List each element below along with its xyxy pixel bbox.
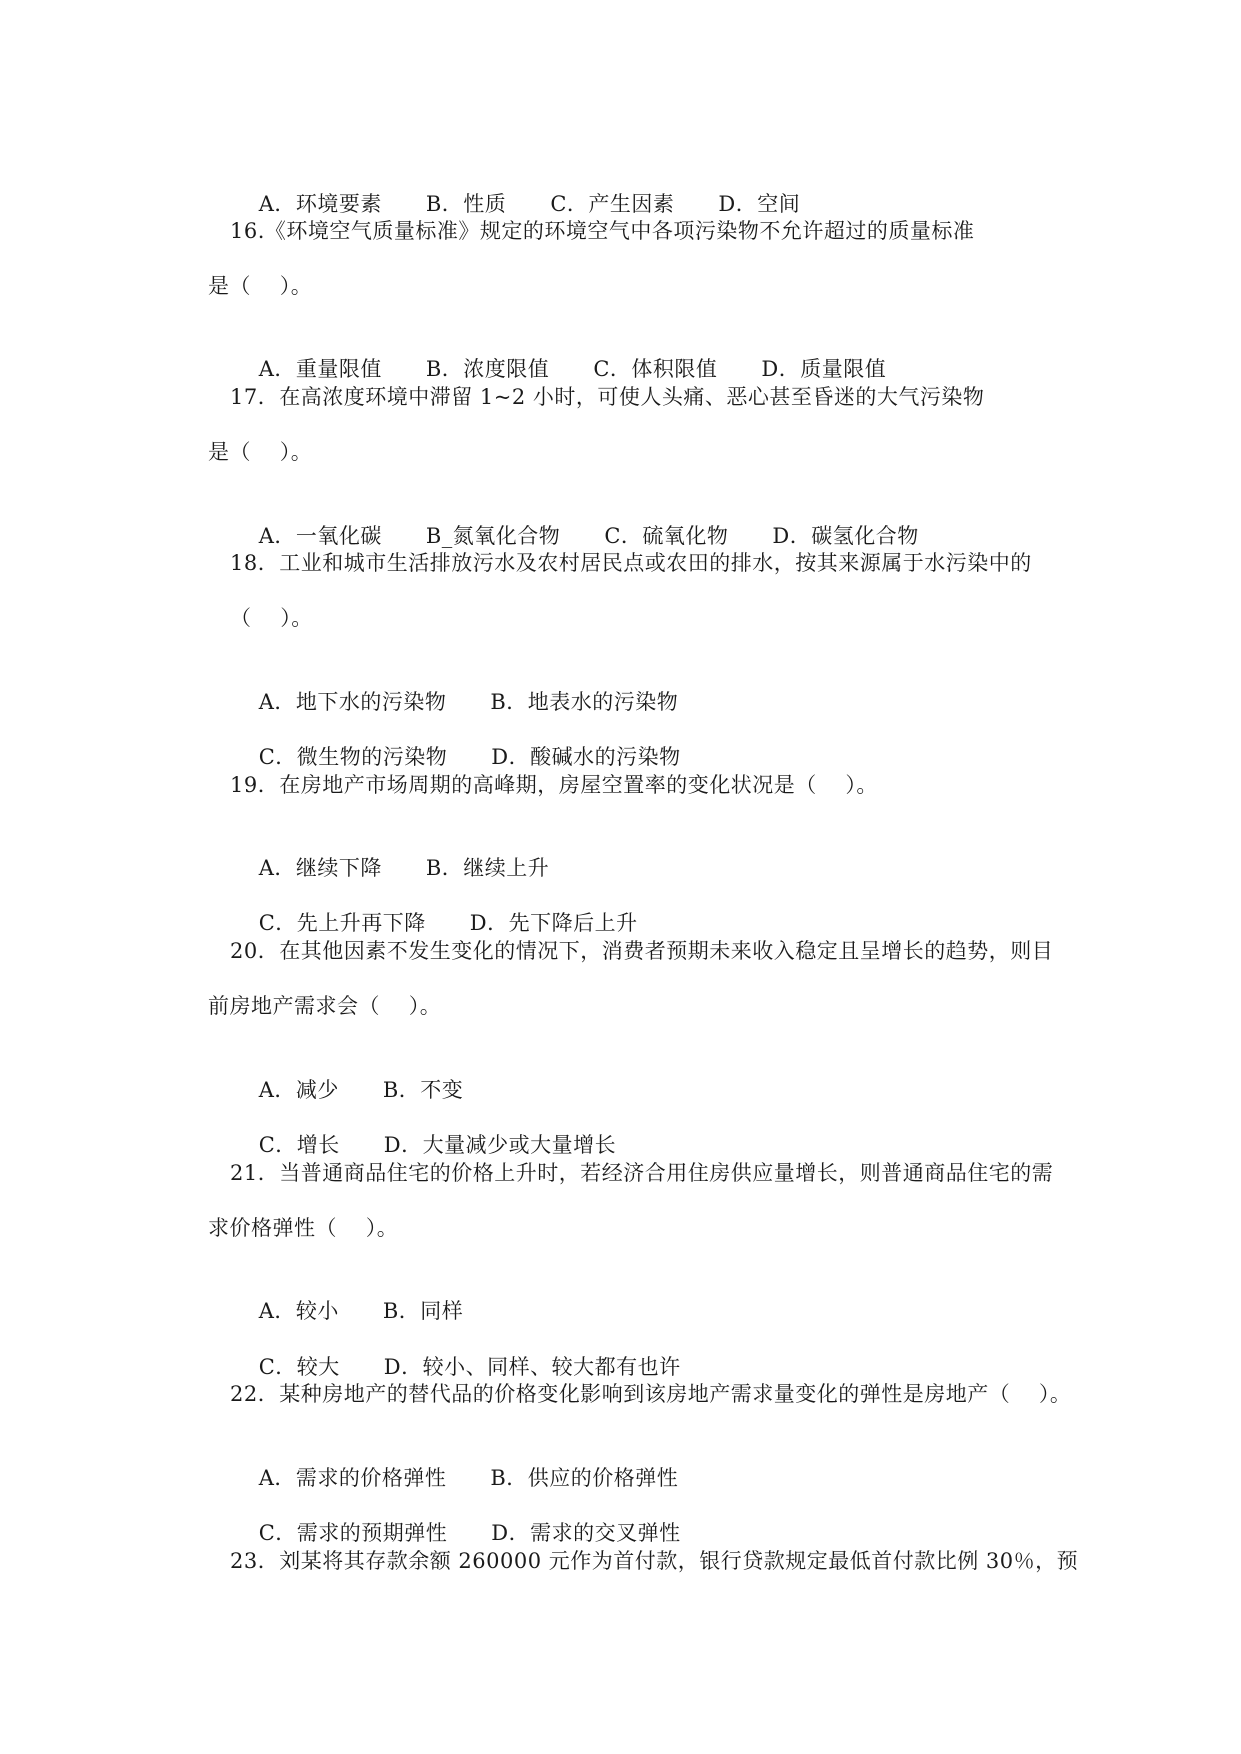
option-b: B．地表水的污染物 [490, 690, 679, 714]
option-d: D．质量限值 [761, 357, 887, 381]
question-16-text: 16.《环境空气质量标准》规定的环境空气中各项污染物不允许超过的质量标准 [230, 219, 975, 243]
option-b: B．同样 [382, 1299, 464, 1323]
option-d: D．先下降后上升 [469, 911, 638, 935]
option-d: D．酸碱水的污染物 [491, 745, 681, 769]
option-a: A．需求的价格弹性 [258, 1466, 447, 1490]
option-c: C．增长 [258, 1133, 340, 1157]
option-d: D．碳氢化合物 [772, 524, 919, 548]
option-c: C．较大 [258, 1355, 340, 1379]
option-b: B．继续上升 [425, 856, 550, 880]
option-c: C．硫氧化物 [604, 524, 729, 548]
question-19-text: 19．在房地产市场周期的高峰期，房屋空置率的变化状况是（ ）。 [230, 773, 878, 797]
option-c: C．先上升再下降 [258, 911, 426, 935]
option-b: B．供应的价格弹性 [490, 1466, 679, 1490]
option-a: A．较小 [258, 1299, 339, 1323]
question-17-continuation: 是（ ）。 [208, 440, 313, 464]
option-c: C．微生物的污染物 [258, 745, 448, 769]
question-22-text: 22．某种房地产的替代品的价格变化影响到该房地产需求量变化的弹性是房地产（ ）。 [230, 1382, 1072, 1406]
option-b: B_氮氧化合物 [425, 524, 561, 548]
option-b: B．性质 [425, 192, 507, 216]
question-20-continuation: 前房地产需求会（ ）。 [208, 994, 442, 1018]
question-20-text: 20．在其他因素不发生变化的情况下，消费者预期未来收入稳定且呈增长的趋势，则目 [230, 939, 1054, 963]
question-16-continuation: 是（ ）。 [208, 274, 313, 298]
question-21-continuation: 求价格弹性（ ）。 [208, 1216, 399, 1240]
option-c: C．需求的预期弹性 [258, 1521, 448, 1545]
question-21-text: 21．当普通商品住宅的价格上升时，若经济合用住房供应量增长，则普通商品住宅的需 [230, 1161, 1054, 1185]
question-23-text: 23．刘某将其存款余额 260000 元作为首付款，银行贷款规定最低首付款比例 30％，预 [230, 1549, 1079, 1573]
option-c: C．产生因素 [550, 192, 675, 216]
option-b: B．浓度限值 [425, 357, 550, 381]
option-a: A．一氧化碳 [258, 524, 382, 548]
question-18-text: 18．工业和城市生活排放污水及农村居民点或农田的排水，按其来源属于水污染中的 [230, 551, 1032, 575]
option-d: D．较小、同样、较大都有也许 [383, 1355, 681, 1379]
option-c: C．体积限值 [593, 357, 718, 381]
option-b: B．不变 [382, 1078, 464, 1102]
option-d: D．大量减少或大量增长 [383, 1133, 617, 1157]
question-17-text: 17．在高浓度环境中滞留 1~2 小时，可使人头痛、恶心甚至昏迷的大气污染物 [230, 385, 985, 409]
option-a: A．环境要素 [258, 192, 382, 216]
option-a: A．地下水的污染物 [258, 690, 447, 714]
option-d: D．需求的交叉弹性 [491, 1521, 681, 1545]
question-18-continuation: （ ）。 [230, 606, 313, 630]
option-a: A．继续下降 [258, 856, 382, 880]
option-a: A．减少 [258, 1078, 339, 1102]
option-a: A．重量限值 [258, 357, 382, 381]
option-d: D．空间 [718, 192, 801, 216]
